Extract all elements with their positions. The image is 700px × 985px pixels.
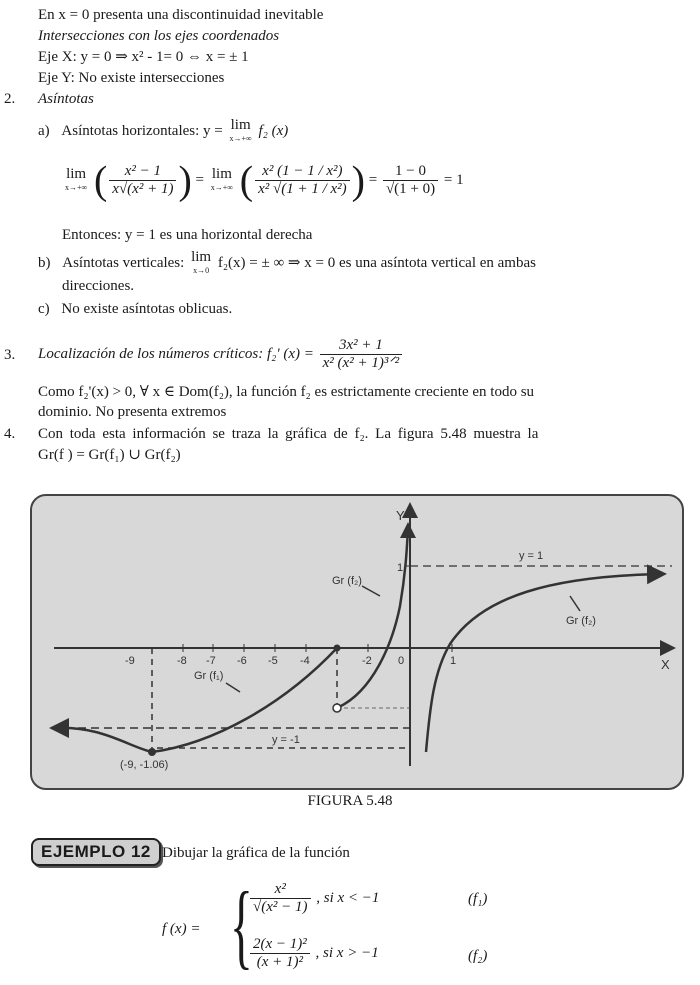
y-tick-1: 1 [397,562,404,574]
critical-numbers-line: Localización de los números críticos: f₂' (x) = $\frac{\text{3x² + 1}}{\text{x² (x² + 1)³ᐟ²}}$ [38,334,404,374]
example-prompt: Dibujar la gráfica de la función [162,845,350,861]
piecewise-case-2: $\frac{\text{2(x − 1)²}}{\text{(x + 1)²}}$ , si x > −1 [248,933,379,973]
figure-5-48 [30,494,684,790]
section-2-number: 2. [4,91,16,107]
y-axis-label: Y [396,508,405,523]
x-axis-intersection: Eje X: y = 0 ⇒ x² - 1= 0 ⇔ x = ± 1 [38,49,249,65]
svg-text:-6: -6 [237,655,247,667]
limit-1: lim x→+∞ [65,166,88,193]
fraction-1: $\frac{\text{x² − 1}}{\text{x√(x² + 1)}}$ [109,163,176,198]
fraction-2: $\frac{\text{x² (1 − 1 / x²)}}{\text{x² √(1 + 1 / x²)}}$ [255,163,350,198]
asymptote-bottom-label: y = -1 [272,734,300,746]
item-b-label: b) [38,254,51,271]
svg-text:-7: -7 [206,655,216,667]
oblique-asymptotes-line: c) No existe asíntotas oblicuas. [38,301,233,317]
closed-point [334,645,341,652]
curve-gr-f2-right [426,574,662,752]
item-c-label: c) [38,301,50,317]
graph-statement-1: Con toda esta información se traza la gráfica de f₂. La figura 5.48 muestra la [38,426,539,442]
asymptote-top-label: y = 1 [519,550,544,562]
case-1-tag: (f₁) [468,891,488,907]
monotonic-statement-1: Como f₂'(x) > 0, ∀ x ∈ Dom(f₂), la función f₂ es estrictamente creciente en todo su [38,384,535,400]
section-3-number: 3. [4,347,16,363]
min-point-label: (-9, -1.06) [120,759,169,771]
limit-operator: lim x→+∞ [229,117,252,143]
svg-text:0: 0 [398,655,405,667]
curve-gr-f2-left [339,528,408,707]
discontinuity-statement: En x = 0 presenta una discontinuidad inevitable [38,7,324,23]
horizontal-asymptotes-line [38,118,288,145]
min-point [148,748,156,756]
function-graph [32,496,682,788]
piecewise-case-1: $\frac{\text{x²}}{\text{√(x² − 1)}}$ , si x < −1 [248,878,379,918]
derivative-fraction: $\frac{\text{3x² + 1}}{\text{x² (x² + 1)³ᐟ²}}$ [320,337,403,372]
svg-text:-9: -9 [125,655,135,667]
limit-result: = 1 [443,172,464,188]
piecewise-lhs: f (x) = [162,921,201,937]
f2-of-x: f₂ (x) [258,122,289,139]
figure-caption: FIGURA 5.48 [307,793,393,809]
svg-text:-5: -5 [268,655,278,667]
label-gr-f2-right: Gr (f₂) [566,615,596,627]
svg-text:-8: -8 [177,655,187,667]
label-gr-f2-mid: Gr (f₂) [332,575,362,587]
item-a-label: a) [38,122,50,139]
svg-text:1: 1 [450,655,457,667]
horizontal-asymptotes-text: Asíntotas horizontales: y = [61,122,227,139]
case-2-tag: (f₂) [468,948,488,964]
y-axis-intersection: Eje Y: No existe intersecciones [38,70,225,86]
x-axis-label: X [661,657,670,672]
graph-statement-2: Gr(f ) = Gr(f₁) ∪ Gr(f₂) [38,447,181,463]
horizontal-asymptote-conclusion: Entonces: y = 1 es una horizontal derecha [62,227,313,243]
horizontal-limit-equation: lim x→+∞ ( $\frac{\text{x² − 1}}{\text{x√(x² + 1)}}$ ) = lim x→+∞ ( $\frac{\text{x² (1 − 1 / x²)}}{\text{x² √(1 + 1 / x²)}}$ ) = $\frac{1 - 0}{√(1 + 0)}$ = 1 [65,157,464,203]
fraction-3: $\frac{1 - 0}{√(1 + 0)}$ [383,163,438,198]
vertical-asymptotes-line: b) Asíntotas verticales: lim x→0 f₂(x) = ± ∞ ⇒ x = 0 es una asíntota vertical en ambas [38,249,536,275]
piecewise-brace: { [230,872,253,978]
section-4-number: 4. [4,426,16,442]
intersections-heading: Intersecciones con los ejes coordenados [38,28,280,44]
limit-2: lim x→+∞ [210,166,233,193]
example-badge: EJEMPLO 12 [31,838,161,866]
svg-text:-2: -2 [362,655,372,667]
label-gr-f1-left: Gr (f₁) [194,670,224,682]
critical-numbers-heading: Localización de los números críticos: [38,346,264,362]
svg-text:-4: -4 [300,655,310,667]
vertical-asymptotes-continuation: direcciones. [62,278,135,294]
monotonic-statement-2: dominio. No presenta extremos [38,404,227,420]
asymptotes-heading: Asíntotas [38,91,94,107]
limit-operator-b: lim x→0 [191,249,212,275]
open-point [333,704,341,712]
